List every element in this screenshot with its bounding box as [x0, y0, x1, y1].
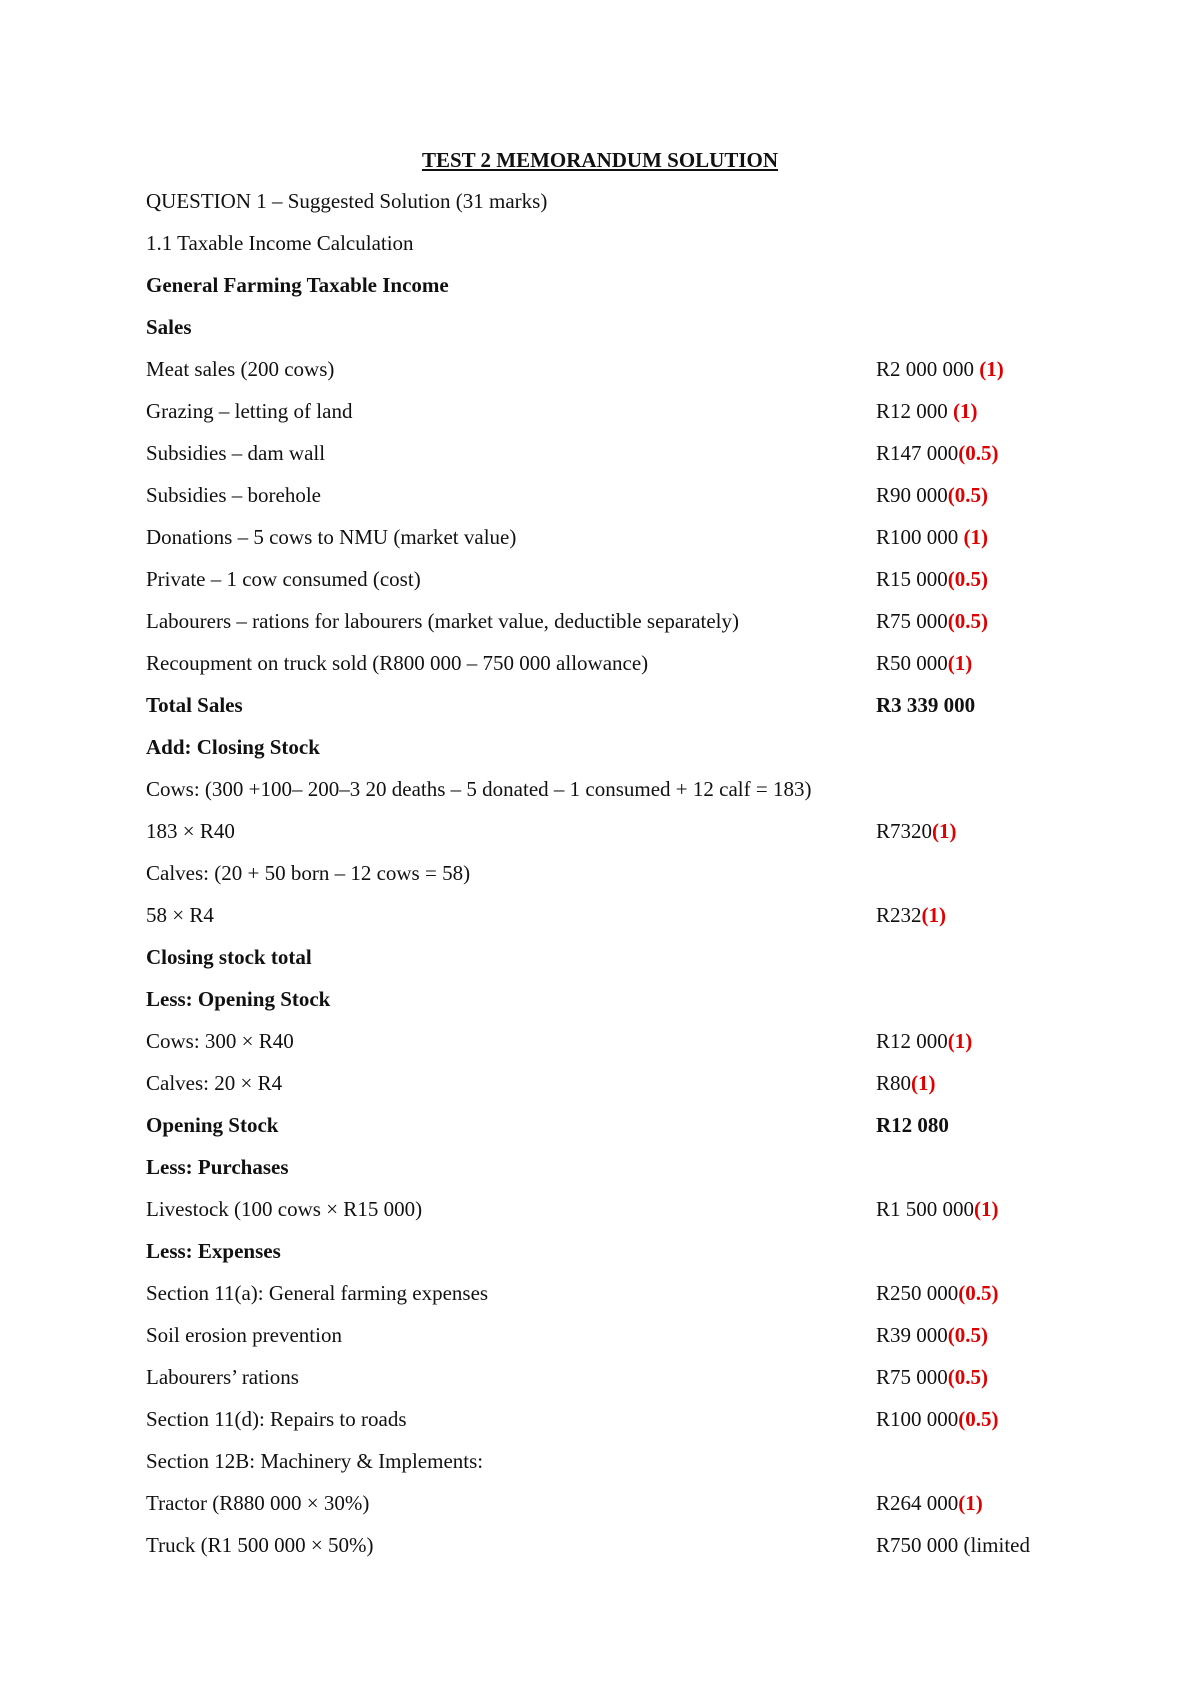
row-amount: R232: [876, 903, 922, 927]
memo-row: [146, 1363, 1106, 1405]
row-amount: R15 000: [876, 567, 948, 591]
row-label: Less: Expenses: [146, 1239, 281, 1263]
row-amount-cell: [876, 1405, 999, 1433]
row-mark: (0.5): [958, 1281, 999, 1305]
memo-row: [146, 817, 1106, 859]
memo-row: [146, 859, 1106, 901]
row-amount: R264 000: [876, 1491, 959, 1515]
row-amount-cell: [876, 481, 988, 509]
row-label: Sales: [146, 315, 192, 339]
row-amount-cell: [876, 901, 946, 929]
memo-row: [146, 1489, 1106, 1531]
row-label: Tractor (R880 000 × 30%): [146, 1491, 370, 1515]
memo-row: [146, 733, 1106, 775]
row-amount-cell: [876, 439, 999, 467]
memo-row: [146, 355, 1106, 397]
row-amount-cell: [876, 565, 988, 593]
row-mark: (1): [979, 357, 1004, 381]
document-title: TEST 2 MEMORANDUM SOLUTION: [421, 148, 779, 172]
memo-row: [146, 649, 1106, 691]
row-label: Opening Stock: [146, 1113, 279, 1137]
row-amount-cell: [876, 523, 988, 551]
row-amount: R147 000: [876, 441, 959, 465]
row-label: Section 11(d): Repairs to roads: [146, 1407, 407, 1431]
memo-row: [146, 1321, 1106, 1363]
row-label: Cows: 300 × R40: [146, 1029, 294, 1053]
row-mark: (0.5): [947, 1323, 989, 1347]
memo-row: [146, 1027, 1106, 1069]
row-amount: R3 339 000: [876, 693, 976, 717]
row-amount: R100 000: [876, 525, 964, 549]
memo-row: [146, 229, 1106, 271]
row-amount: R80: [876, 1071, 912, 1095]
row-label: Section 11(a): General farming expenses: [146, 1281, 489, 1305]
row-amount: R100 000: [876, 1407, 959, 1431]
row-amount-cell: [876, 355, 1004, 383]
row-mark: (1): [974, 1197, 999, 1221]
row-mark: (1): [921, 903, 947, 927]
row-amount: R39 000: [876, 1323, 948, 1347]
row-amount-cell: [876, 691, 975, 719]
row-amount-cell: [876, 1195, 999, 1223]
memo-row: [146, 565, 1106, 607]
memorandum-lines: [146, 187, 1106, 1573]
memo-row: [146, 1237, 1106, 1279]
row-label: Meat sales (200 cows): [146, 357, 335, 381]
row-mark: (1): [963, 525, 989, 549]
row-amount-cell: [876, 649, 972, 677]
row-label: Recoupment on truck sold (R800 000 – 750 000 allowance): [146, 651, 649, 675]
memo-row: [146, 271, 1106, 313]
row-amount: R2 000 000: [876, 357, 980, 381]
row-amount-cell: [876, 1027, 972, 1055]
row-label: 58 × R4: [146, 903, 214, 927]
row-amount: R12 000: [876, 1029, 948, 1053]
row-amount-cell: [876, 817, 957, 845]
memo-row: [146, 313, 1106, 355]
memo-row: [146, 439, 1106, 481]
row-label: Private – 1 cow consumed (cost): [146, 567, 421, 591]
row-amount: R1 500 000: [876, 1197, 975, 1221]
row-amount: R250 000: [876, 1281, 959, 1305]
memo-row: [146, 943, 1106, 985]
row-label: Closing stock total: [146, 945, 312, 969]
row-mark: (0.5): [958, 441, 999, 465]
row-label: Truck (R1 500 000 × 50%): [146, 1533, 374, 1557]
memo-row: [146, 523, 1106, 565]
row-label: Grazing – letting of land: [146, 399, 353, 423]
row-label: Calves: (20 + 50 born – 12 cows = 58): [146, 861, 471, 885]
row-mark: (0.5): [958, 1407, 999, 1431]
row-mark: (1): [947, 1029, 973, 1053]
row-label: Section 12B: Machinery & Implements:: [146, 1449, 484, 1473]
row-label: Subsidies – borehole: [146, 483, 321, 507]
row-amount: R75 000: [876, 1365, 948, 1389]
row-amount-cell: [876, 1363, 988, 1391]
row-mark: (0.5): [947, 609, 989, 633]
memo-row: [146, 1069, 1106, 1111]
row-label: Livestock (100 cows × R15 000): [146, 1197, 423, 1221]
row-amount-cell: [876, 607, 988, 635]
row-mark: (1): [953, 399, 978, 423]
memo-row: [146, 691, 1106, 733]
row-amount: R7320: [876, 819, 933, 843]
row-label: 183 × R40: [146, 819, 235, 843]
memo-row: [146, 775, 1106, 817]
row-label: Add: Closing Stock: [146, 735, 320, 759]
row-amount-cell: [876, 1279, 999, 1307]
row-amount-cell: [876, 1111, 949, 1139]
row-label: Labourers – rations for labourers (market value, deductible separately): [146, 609, 740, 633]
memo-row: [146, 607, 1106, 649]
row-amount: R90 000: [876, 483, 948, 507]
row-mark: (0.5): [947, 567, 989, 591]
row-label: Soil erosion prevention: [146, 1323, 342, 1347]
row-label: Total Sales: [146, 693, 243, 717]
row-label: Less: Purchases: [146, 1155, 289, 1179]
row-mark: (0.5): [947, 483, 989, 507]
row-amount-cell: [876, 1489, 983, 1517]
memo-row: [146, 985, 1106, 1027]
memo-row: [146, 901, 1106, 943]
row-amount: R50 000: [876, 651, 948, 675]
row-label: General Farming Taxable Income: [146, 273, 449, 297]
row-mark: (1): [958, 1491, 983, 1515]
row-mark: (1): [947, 651, 973, 675]
row-amount-cell: [876, 397, 978, 425]
memo-row: [146, 1531, 1106, 1573]
row-amount-cell: [876, 1069, 936, 1097]
row-label: Calves: 20 × R4: [146, 1071, 283, 1095]
row-label: Less: Opening Stock: [146, 987, 331, 1011]
row-mark: (0.5): [947, 1365, 989, 1389]
row-amount: R750 000 (limited: [876, 1533, 1030, 1557]
memo-row: [146, 1153, 1106, 1195]
row-label: Cows: (300 +100– 200–3 20 deaths – 5 donated – 1 consumed + 12 calf = 183): [146, 777, 812, 801]
row-amount: R12 000: [876, 399, 954, 423]
memo-row: [146, 1195, 1106, 1237]
row-mark: (1): [911, 1071, 936, 1095]
row-amount: R12 080: [876, 1113, 949, 1137]
memo-row: [146, 187, 1106, 229]
row-amount: R75 000: [876, 609, 948, 633]
memo-row: [146, 1447, 1106, 1489]
row-label: Labourers’ rations: [146, 1365, 299, 1389]
row-amount-cell: [876, 1531, 1030, 1559]
memo-row: [146, 481, 1106, 523]
memo-row: [146, 1279, 1106, 1321]
row-mark: (1): [932, 819, 957, 843]
memo-row: [146, 397, 1106, 439]
row-label: 1.1 Taxable Income Calculation: [146, 231, 414, 255]
row-label: QUESTION 1 – Suggested Solution (31 marks): [146, 189, 548, 213]
row-amount-cell: [876, 1321, 988, 1349]
row-label: Subsidies – dam wall: [146, 441, 326, 465]
row-label: Donations – 5 cows to NMU (market value): [146, 525, 517, 549]
memo-row: [146, 1111, 1106, 1153]
memo-row: [146, 1405, 1106, 1447]
